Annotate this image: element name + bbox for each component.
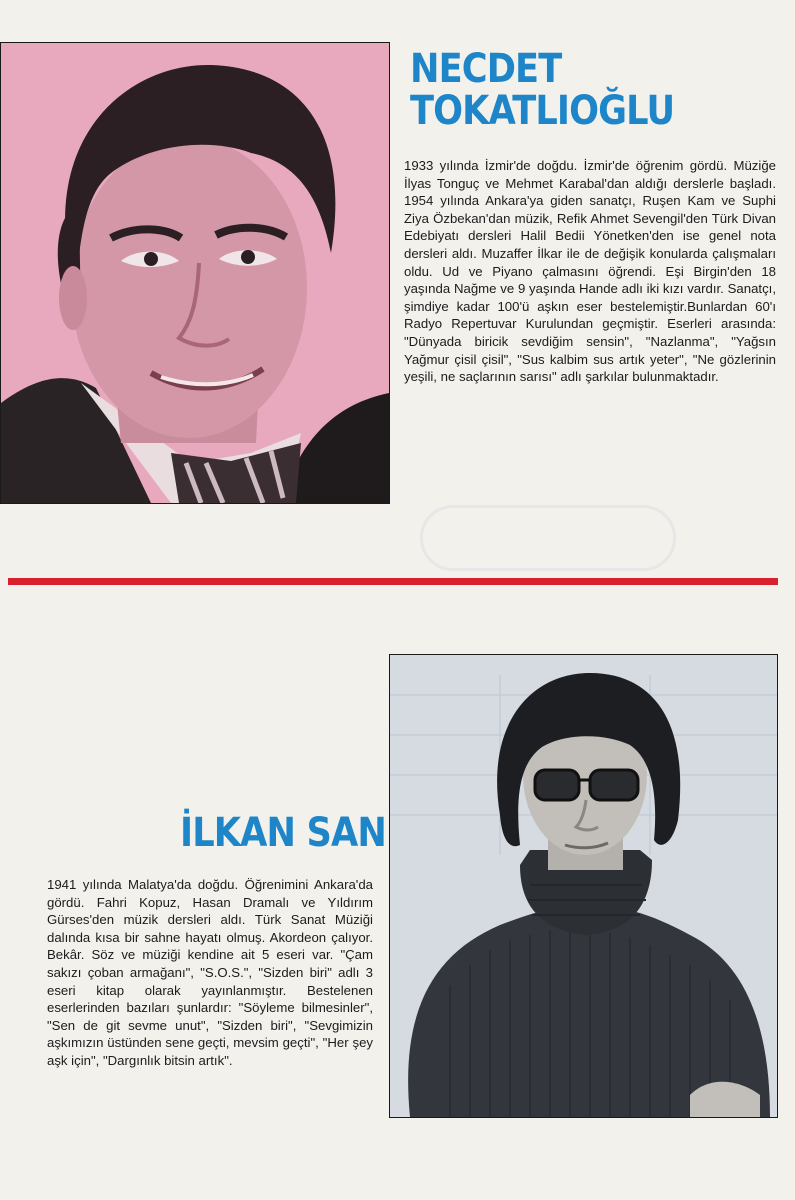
show-through-mark (420, 505, 676, 571)
portrait-photo-necdet (0, 42, 390, 504)
red-divider-line (8, 578, 778, 585)
name-line-2: TOKATLIOĞLU (410, 88, 675, 134)
artist-name-necdet-tokatlioglu (410, 48, 674, 132)
name-line-1: NECDET (410, 46, 562, 92)
artist-bio-ilkan: 1941 yılında Malatya'da doğdu. Öğrenimini Ankara'da gördü. Fahri Kopuz, Hasan Dramalı ve Yıldırım Gürses'den müzik dersleri aldı. Türk Sanat Müziği dalında kısa bir sahne hayatı olmuş. Akordeon çalıyor. Bekâr. Söz ve müziği kendine ait 5 eseri var. "Çam sakızı çoban armağanı", "S.O.S.", "Sizden biri" adlı 3 eseri kitap olarak yayınlanmıştır. Bestelenen eserlerinden bazıları şunlardır: "Söyleme bilmesinler", "Sen de git sevme unut", "Sizden biri", "Sevgimizin aşkımızın üstünden sene geçti, mevsim geçti", "Her şey aşk için", "Dargınlık bitsin artık". (47, 877, 373, 1068)
artist-name-ilkan-san: İLKAN SAN (180, 810, 386, 856)
portrait-photo-ilkan (389, 654, 778, 1118)
artist-bio-necdet: 1933 yılında İzmir'de doğdu. İzmir'de öğrenim gördü. Müziğe İlyas Tonguç ve Mehmet Karabal'dan aldığı derslerle başladı. 1954 yılında Ankara'ya giden sanatçı, Ruşen Kam ve Suphi Ziya Özbekan'dan müzik, Refik Ahmet Sevengil'den Türk Divan Edebiyatı dersleri Halil Bedii Yönetken'den ise genel nota dersleri aldı. Muzaffer İlkar ile de değişik konularda çalışmaları oldu. Ud ve Piyano çalmasını öğrendi. Eşi Birgin'den 18 yaşında Nağme ve 9 yaşında Hande adlı iki kızı vardır. Sanatçı, şimdiye kadar 100'ü aşkın eser bestelemiştir.Bunlardan 60'ı Radyo Repertuvar Kurulundan geçmiştir. Eserleri arasında: "Dünyada biricik sevdiğim sensin", "Nazlanma", "Yağsın Yağmur çisil çisil", "Sus kalbim sus artık yeter", "Ne gözlerinin yeşili, ne saçlarının sarısı" adlı şarkılar bulunmaktadır. (404, 158, 776, 385)
